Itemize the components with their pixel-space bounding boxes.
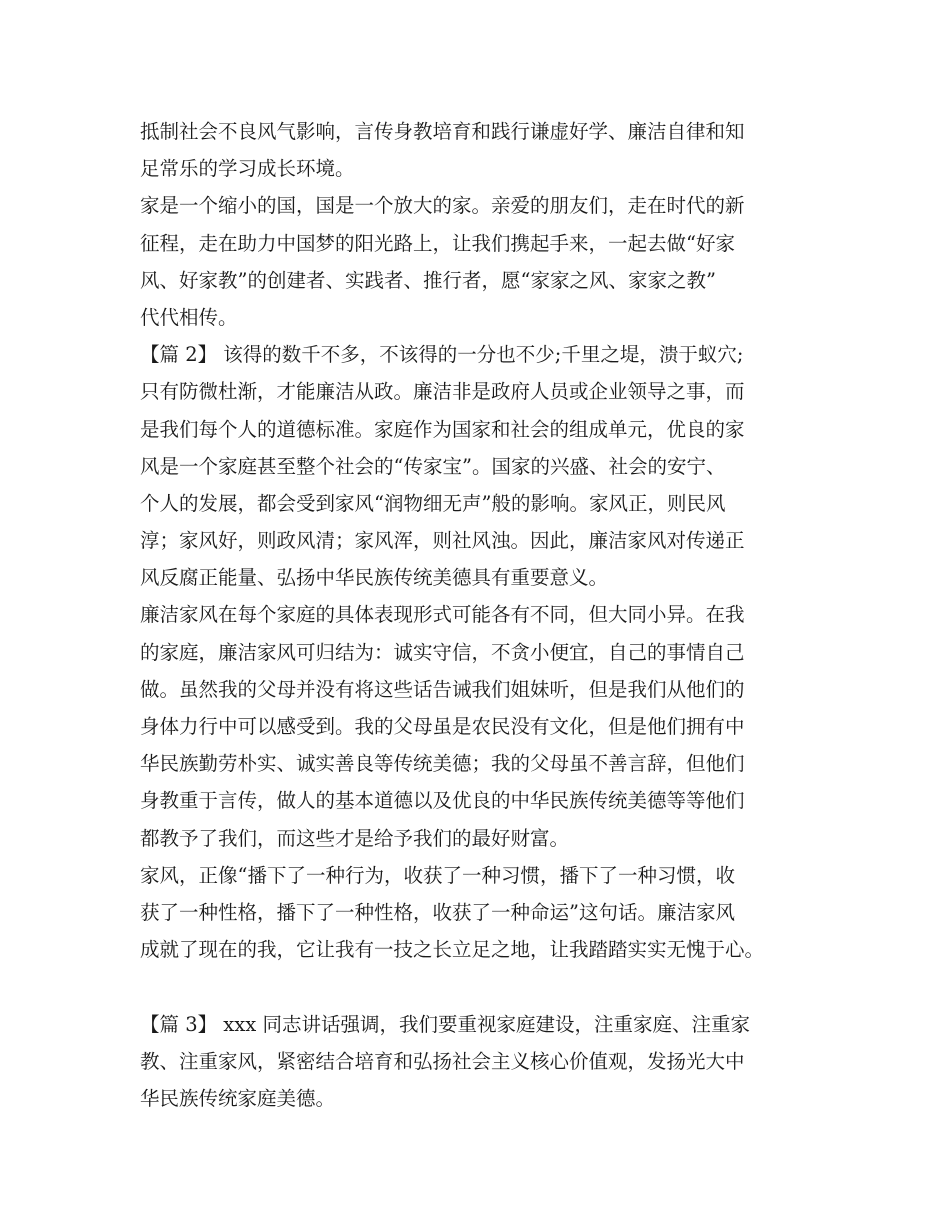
text-line: 做。虽然我的父母并没有将这些话告诫我们姐妹听，但是我们从他们的 [140,677,745,701]
section-heading-line: 【篇 2】 该得的数千不多，不该得的一分也不少;千里之堤，溃于蚁穴; [140,343,744,367]
text-line: 只有防微杜渐，才能廉洁从政。廉洁非是政府人员或企业领导之事，而 [140,380,745,404]
text-line: 个人的发展，都会受到家风“润物细无声”般的影响。家风正，则民风 [140,491,726,515]
text-line: 足常乐的学习成长环境。 [140,157,355,181]
text-line: 风、好家教”的创建者、实践者、推行者，愿“家家之风、家家之教” [140,268,716,292]
paragraph-gap [140,968,840,1005]
document-body [140,113,840,1117]
section-heading-line: 【篇 3】 xxx 同志讲话强调，我们要重视家庭建设，注重家庭、注重家 [140,1012,750,1036]
text-line: 是我们每个人的道德标准。家庭作为国家和社会的组成单元，优良的家 [140,417,745,441]
text-line: 廉洁家风在每个家庭的具体表现形式可能各有不同，但大同小异。在我 [140,603,745,627]
text-line: 抵制社会不良风气影响，言传身教培育和践行谦虚好学、廉洁自律和知 [140,120,745,143]
text-line: 代代相传。 [140,305,238,329]
text-line: 华民族勤劳朴实、诚实善良等传统美德；我的父母虽不善言辞，但他们 [140,752,745,776]
text-line: 华民族传统家庭美德。 [140,1086,336,1110]
text-line: 成就了现在的我，它让我有一技之长立足之地，让我踏踏实实无愧于心。 [140,938,765,962]
text-line: 家是一个缩小的国，国是一个放大的家。亲爱的朋友们，走在时代的新 [140,194,745,218]
text-line: 身教重于言传，做人的基本道德以及优良的中华民族传统美德等等他们 [140,789,745,813]
text-line: 都教予了我们，而这些才是给予我们的最好财富。 [140,826,570,850]
text-line: 获了一种性格，播下了一种性格，收获了一种命运”这句话。廉洁家风 [140,900,735,924]
text-line: 淳；家风好，则政风清；家风浑，则社风浊。因此，廉洁家风对传递正 [140,529,745,553]
text-line: 的家庭，廉洁家风可归结为：诚实守信，不贪小便宜，自己的事情自己 [140,640,745,664]
text-line: 征程，走在助力中国梦的阳光路上，让我们携起手来，一起去做“好家 [140,231,735,255]
text-line: 风反腐正能量、弘扬中华民族传统美德具有重要意义。 [140,566,609,590]
text-line: 家风，正像“播下了一种行为，收获了一种习惯，播下了一种习惯，收 [140,863,735,887]
text-line: 身体力行中可以感受到。我的父母虽是农民没有文化，但是他们拥有中 [140,715,745,738]
text-line: 风是一个家庭甚至整个社会的“传家宝”。国家的兴盛、社会的安宁、 [140,454,726,478]
text-line: 教、注重家风，紧密结合培育和弘扬社会主义核心价值观，发扬光大中 [140,1049,745,1073]
